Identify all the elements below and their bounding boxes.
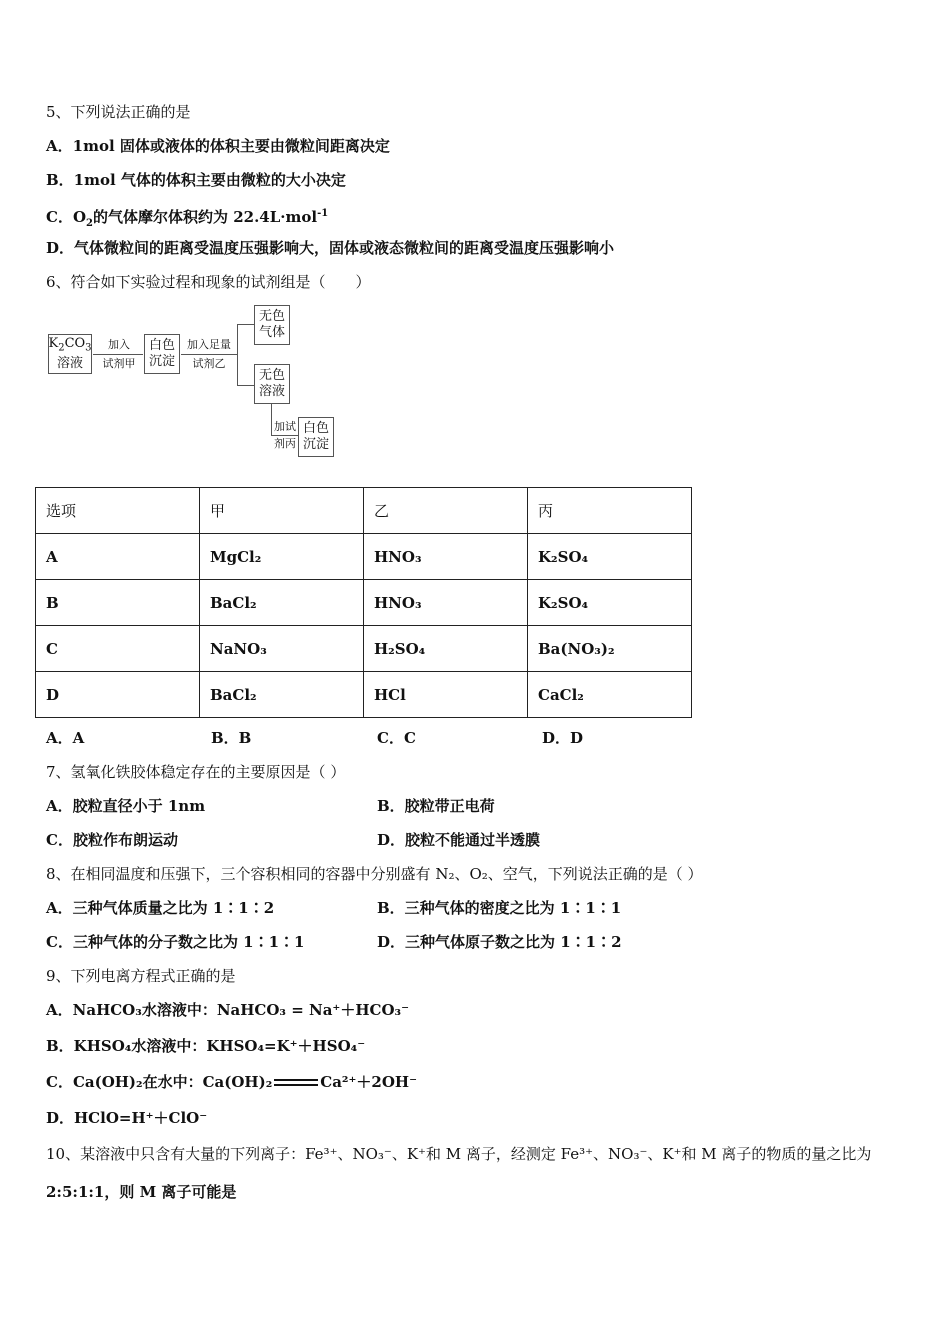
arrow3-label-bottom: 剂丙 (274, 437, 296, 450)
q7-option-d: D．胶粒不能通过半透膜 (377, 831, 541, 849)
table-row (36, 672, 692, 718)
q6-answer-a: A．A (46, 729, 85, 747)
reagent-options-table (35, 487, 692, 718)
q6-answer-c: C．C (377, 729, 416, 747)
final-ppt-line1: 白色 (302, 421, 329, 436)
q7-option-c: C．胶粒作布朗运动 (46, 831, 178, 849)
table-cell: HNO₃ (364, 534, 528, 580)
white-ppt-line1: 白色 (148, 338, 175, 353)
branch-to-gas-line (237, 324, 254, 325)
reversible-arrow-icon (274, 1078, 318, 1088)
q8-stem: 8、在相同温度和压强下，三个容积相同的容器中分别盛有 N₂、O₂、空气，下列说法正确的是（ ） (46, 865, 703, 883)
table-row (36, 580, 692, 626)
table-cell: A (36, 534, 200, 580)
gas-line1: 无色 (258, 309, 285, 324)
final-white-precipitate-box (298, 417, 334, 457)
branch-to-solution-line (237, 385, 254, 386)
q8-option-d: D．三种气体原子数之比为 1∶1∶2 (377, 933, 622, 951)
colorless-gas-box (254, 305, 290, 345)
table-header-cell: 甲 (200, 488, 364, 534)
arrow1-label-top: 加入 (108, 338, 130, 351)
k2co3-solution-box (48, 334, 92, 374)
arrow3-label-top: 加试 (274, 420, 296, 433)
branch-vertical-line (237, 324, 238, 386)
table-cell: NaNO₃ (200, 626, 364, 672)
arrow2-label-bottom: 试剂乙 (192, 357, 226, 370)
q6-answer-d: D．D (542, 729, 584, 747)
q9-c-left: C．Ca(OH)₂在水中：Ca(OH)₂ (46, 1073, 273, 1091)
table-cell: C (36, 626, 200, 672)
q10-line2: 2:5:1:1，则 M 离子可能是 (46, 1183, 237, 1201)
table-row (36, 534, 692, 580)
q8-option-a: A．三种气体质量之比为 1∶1∶2 (46, 899, 275, 917)
table-cell: B (36, 580, 200, 626)
q9-option-a: A．NaHCO₃水溶液中：NaHCO₃ = Na⁺＋HCO₃⁻ (46, 1001, 410, 1019)
table-cell: Ba(NO₃)₂ (528, 626, 692, 672)
table-cell: HNO₃ (364, 580, 528, 626)
q9-c-right: Ca²⁺＋2OH⁻ (320, 1073, 418, 1091)
k2co3-label: 溶液 (56, 356, 83, 372)
q8-option-b: B．三种气体的密度之比为 1∶1∶1 (377, 899, 622, 917)
arrow2-line (181, 354, 237, 355)
k2co3-formula: $K_2CO_3$ (48, 335, 92, 354)
table-cell: H₂SO₄ (364, 626, 528, 672)
arrow3-line (271, 435, 298, 436)
table-header-cell: 乙 (364, 488, 528, 534)
arrow1-label-bottom: 试剂甲 (102, 357, 136, 370)
table-row (36, 626, 692, 672)
q7-option-a: A．胶粒直径小于 1nm (46, 797, 206, 815)
q7-stem: 7、氢氧化铁胶体稳定存在的主要原因是（ ） (46, 763, 346, 781)
white-precipitate-box (144, 334, 180, 374)
q6-answer-b: B．B (211, 729, 252, 747)
table-cell: BaCl₂ (200, 672, 364, 718)
table-cell: MgCl₂ (200, 534, 364, 580)
q9-option-d: D．HClO=H⁺＋ClO⁻ (46, 1109, 208, 1127)
solution-line2: 溶液 (258, 384, 285, 399)
table-cell: CaCl₂ (528, 672, 692, 718)
q5-c-sup: -1 (317, 208, 329, 219)
solution-down-line (271, 404, 272, 436)
table-cell: HCl (364, 672, 528, 718)
q10-line1: 10、某溶液中只含有大量的下列离子：Fe³⁺、NO₃⁻、K⁺和 M 离子，经测定 Fe³⁺、NO₃⁻、K⁺和 M 离子的物质的量之比为 (46, 1145, 872, 1163)
q5-option-a: A．1mol 固体或液体的体积主要由微粒间距离决定 (46, 137, 390, 155)
q5-stem: 5、下列说法正确的是 (46, 103, 191, 121)
q9-option-b: B．KHSO₄水溶液中：KHSO₄=K⁺＋HSO₄⁻ (46, 1037, 366, 1055)
table-cell: D (36, 672, 200, 718)
table-header-cell: 丙 (528, 488, 692, 534)
q5-c-mid: 的气体摩尔体积约为 22.4L·mol (92, 208, 318, 226)
table-cell: K₂SO₄ (528, 534, 692, 580)
table-header-row (36, 488, 692, 534)
q5-c-pre: C．O (46, 208, 87, 226)
solution-line1: 无色 (258, 368, 285, 383)
q9-option-c (46, 1072, 417, 1092)
final-ppt-line2: 沉淀 (302, 437, 329, 452)
q5-option-d: D．气体微粒间的距离受温度压强影响大，固体或液态微粒间的距离受温度压强影响小 (46, 239, 615, 257)
table-cell: BaCl₂ (200, 580, 364, 626)
q5-option-c (46, 204, 328, 234)
q7-option-b: B．胶粒带正电荷 (377, 797, 495, 815)
table-cell: K₂SO₄ (528, 580, 692, 626)
q6-stem: 6、符合如下实验过程和现象的试剂组是（ ） (46, 273, 371, 291)
q5-option-b: B．1mol 气体的体积主要由微粒的大小决定 (46, 171, 346, 189)
q9-stem: 9、下列电离方程式正确的是 (46, 967, 236, 985)
q5-c-sub: 2 (86, 218, 93, 229)
arrow2-label-top: 加入足量 (187, 338, 231, 351)
table-header-cell: 选项 (36, 488, 200, 534)
q8-option-c: C．三种气体的分子数之比为 1∶1∶1 (46, 933, 305, 951)
gas-line2: 气体 (258, 325, 285, 340)
white-ppt-line2: 沉淀 (148, 354, 175, 369)
colorless-solution-box (254, 364, 290, 404)
arrow1-line (93, 354, 143, 355)
